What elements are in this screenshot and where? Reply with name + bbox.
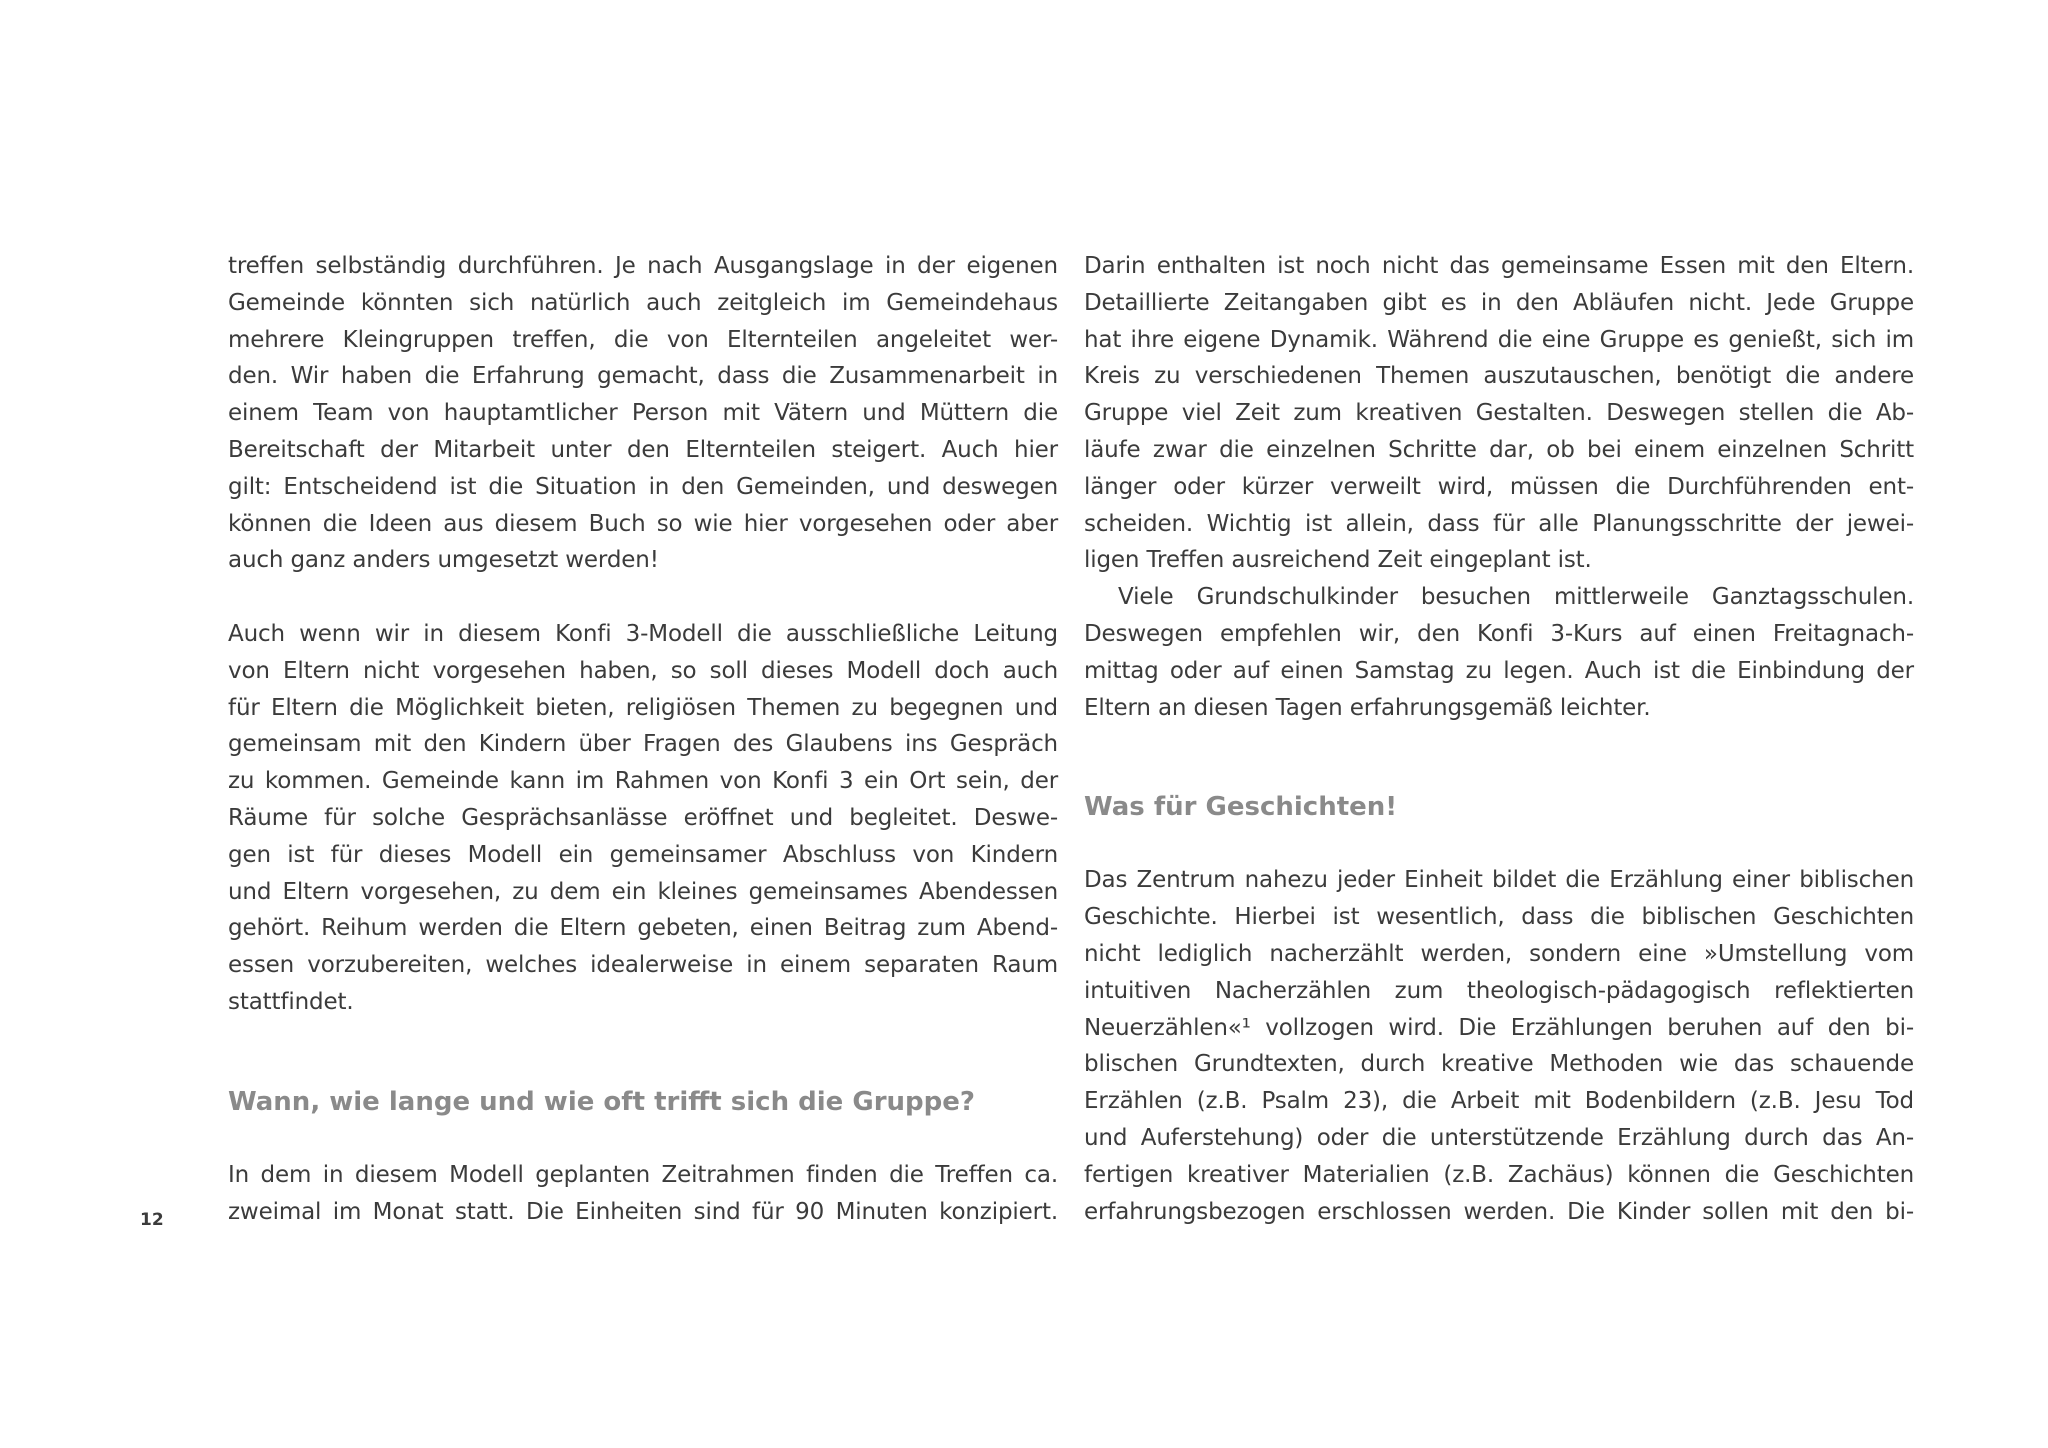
text-line: hat ihre eigene Dynamik. Während die eine Gruppe es genießt, sich im	[1084, 326, 1914, 353]
text-line: auch ganz anders umgesetzt werden!	[228, 547, 659, 574]
text-line: Erzählen (z.B. Psalm 23), die Arbeit mit Bodenbildern (z.B. Jesu Tod	[1084, 1088, 1914, 1115]
text-line: Eltern an diesen Tagen erfahrungsgemäß leichter.	[1084, 694, 1651, 721]
section-gap	[1084, 726, 1914, 788]
text-line: Viele Grundschulkinder besuchen mittlerweile Ganztagsschulen.	[1118, 584, 1914, 611]
text-line: intuitiven Nacherzählen zum theologisch-pädagogisch reflektierten	[1084, 977, 1914, 1004]
right-paragraph-3	[1084, 862, 1914, 1230]
left-paragraph-2	[228, 616, 1058, 1021]
text-line: scheiden. Wichtig ist allein, dass für alle Planungsschritte der jewei-	[1084, 510, 1914, 537]
text-line: können die Ideen aus diesem Buch so wie hier vorgesehen oder aber	[228, 510, 1058, 537]
text-line: Deswegen empfehlen wir, den Konfi 3-Kurs auf einen Freitagnach-	[1084, 620, 1914, 647]
right-paragraph-2	[1084, 579, 1914, 726]
text-line: von Eltern nicht vorgesehen haben, so soll dieses Modell doch auch	[228, 657, 1058, 684]
text-line: Gruppe viel Zeit zum kreativen Gestalten. Deswegen stellen die Ab-	[1084, 400, 1914, 427]
page-number: 12	[140, 1210, 164, 1230]
text-line: Darin enthalten ist noch nicht das gemeinsame Essen mit den Eltern.	[1084, 253, 1914, 279]
left-paragraph-3	[228, 1157, 1058, 1231]
text-line: Auch wenn wir in diesem Konfi 3-Modell die ausschließliche Leitung	[228, 620, 1058, 647]
text-line: läufe zwar die einzelnen Schritte dar, ob bei einem einzelnen Schritt	[1084, 436, 1914, 463]
text-line: gehört. Reihum werden die Eltern gebeten, einen Beitrag zum Abend-	[228, 915, 1058, 942]
text-line: blischen Grundtexten, durch kreative Methoden wie das schauende	[1084, 1051, 1914, 1078]
text-line: stattfindet.	[228, 988, 354, 1015]
text-line: fertigen kreativer Materialien (z.B. Zachäus) können die Geschichten	[1084, 1161, 1914, 1188]
right-paragraph-1	[1084, 248, 1914, 579]
paragraph-gap	[228, 579, 1058, 616]
text-line: einem Team von hauptamtlicher Person mit Vätern und Müttern die	[228, 400, 1058, 427]
left-column	[228, 248, 1058, 1230]
text-line: Geschichte. Hierbei ist wesentlich, dass die biblischen Geschichten	[1084, 904, 1914, 931]
text-line: Das Zentrum nahezu jeder Einheit bildet die Erzählung einer biblischen	[1084, 867, 1914, 894]
section-gap	[228, 1121, 1058, 1157]
section-gap	[228, 1021, 1058, 1083]
text-line: Detaillierte Zeitangaben gibt es in den Abläufen nicht. Jede Gruppe	[1084, 289, 1914, 316]
text-line: In dem in diesem Modell geplanten Zeitrahmen finden die Treffen ca.	[228, 1161, 1058, 1188]
text-line: Neuerzählen«¹ vollzogen wird. Die Erzählungen beruhen auf den bi-	[1084, 1014, 1914, 1041]
text-line: mittag oder auf einen Samstag zu legen. Auch ist die Einbindung der	[1084, 657, 1914, 684]
text-line: Bereitschaft der Mitarbeit unter den Elternteilen steigert. Auch hier	[228, 436, 1058, 463]
text-line: gen ist für dieses Modell ein gemeinsamer Abschluss von Kindern	[228, 841, 1058, 868]
text-line: zweimal im Monat statt. Die Einheiten sind für 90 Minuten konzipiert.	[228, 1198, 1058, 1225]
text-line: essen vorzubereiten, welches idealerweise in einem separaten Raum	[228, 952, 1058, 979]
text-line: ligen Treffen ausreichend Zeit eingeplant ist.	[1084, 547, 1592, 574]
text-line: Räume für solche Gesprächsanlässe eröffnet und begleitet. Deswe-	[228, 804, 1058, 831]
text-line: und Eltern vorgesehen, zu dem ein kleines gemeinsames Abendessen	[228, 878, 1058, 905]
section-gap	[1084, 826, 1914, 862]
text-line: und Auferstehung) oder die unterstützende Erzählung durch das An-	[1084, 1124, 1914, 1151]
text-line: für Eltern die Möglichkeit bieten, religiösen Themen zu begegnen und	[228, 694, 1058, 721]
section-heading: Was für Geschichten!	[1084, 792, 1398, 823]
text-line: länger oder kürzer verweilt wird, müssen die Durchführenden ent-	[1084, 473, 1914, 500]
text-line: Kreis zu verschiedenen Themen auszutauschen, benötigt die andere	[1084, 363, 1914, 390]
section-heading: Wann, wie lange und wie oft trifft sich die Gruppe?	[228, 1086, 975, 1117]
text-line: treffen selbständig durchführen. Je nach Ausgangslage in der eigenen	[228, 253, 1058, 279]
text-line: den. Wir haben die Erfahrung gemacht, dass die Zusammenarbeit in	[228, 363, 1058, 390]
text-line: Gemeinde könnten sich natürlich auch zeitgleich im Gemeindehaus	[228, 289, 1058, 316]
text-line: gilt: Entscheidend ist die Situation in den Gemeinden, und deswegen	[228, 473, 1058, 500]
left-paragraph-1	[228, 248, 1058, 579]
text-line: gemeinsam mit den Kindern über Fragen des Glaubens ins Gespräch	[228, 731, 1058, 758]
text-line: erfahrungsbezogen erschlossen werden. Die Kinder sollen mit den bi-	[1084, 1198, 1914, 1225]
text-line: mehrere Kleingruppen treffen, die von Elternteilen angeleitet wer-	[228, 326, 1058, 353]
text-line: nicht lediglich nacherzählt werden, sondern eine »Umstellung vom	[1084, 940, 1914, 967]
text-line: zu kommen. Gemeinde kann im Rahmen von Konfi 3 ein Ort sein, der	[228, 768, 1058, 795]
right-column	[1084, 248, 1914, 1230]
